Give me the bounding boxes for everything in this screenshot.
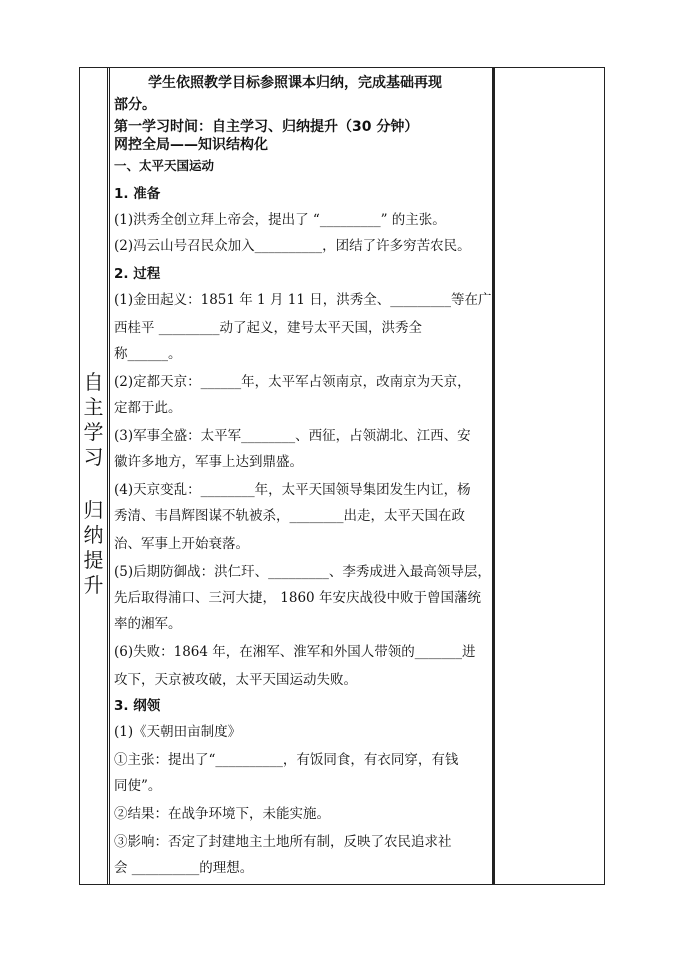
text-line: 先后取得浦口、三河大捷， 1860 年安庆战役中败于曾国藩统 xyxy=(114,590,481,606)
text-line: 称______。 xyxy=(114,346,182,362)
text-line: 西桂平 _________动了起义，建号太平天国，洪秀全 xyxy=(114,320,423,336)
text-line: (1)洪秀全创立拜上帝会，提出了 “_________” 的主张。 xyxy=(114,212,446,228)
text-line: 率的湘军。 xyxy=(114,616,182,632)
text-line: ②结果：在战争环境下，未能实施。 xyxy=(114,806,330,822)
side-label-char: 归 xyxy=(83,498,104,522)
subheading-process: 2. 过程 xyxy=(114,266,161,282)
text-line: (2)定都天京：______年，太平军占领南京，改南京为天京， xyxy=(114,374,471,390)
text-line: (1)《天朝田亩制度》 xyxy=(114,724,242,740)
period-heading: 第一学习时间：自主学习、归纳提升（30 分钟） xyxy=(114,119,419,135)
text-line: 徽许多地方，军事上达到鼎盛。 xyxy=(114,454,303,470)
intro-line-2: 部分。 xyxy=(114,97,156,113)
text-line: (6)失败：1864 年，在湘军、淮军和外国人带领的_______进 xyxy=(114,644,476,660)
text-line: 定都于此。 xyxy=(114,400,182,416)
text-line: ①主张：提出了“__________，有饭同食，有衣同穿，有钱 xyxy=(114,752,459,768)
text-line: (2)冯云山号召民众加入__________，团结了许多穷苦农民。 xyxy=(114,238,471,254)
side-label xyxy=(79,370,108,598)
text-line: 秀清、韦昌辉图谋不轨被杀，________出走，太平天国在政 xyxy=(114,508,465,524)
subheading-prep: 1. 准备 xyxy=(114,186,161,202)
side-label-char: 提 xyxy=(83,548,104,572)
intro-line-1: 学生依照教学目标参照课本归纳，完成基础再现 xyxy=(148,75,442,91)
side-label-char: 纳 xyxy=(83,523,104,547)
text-line: (3)军事全盛：太平军________、西征，占领湖北、江西、安 xyxy=(114,428,471,444)
text-line: 治、军事上开始衰落。 xyxy=(114,536,249,552)
side-label-char: 自 xyxy=(83,370,104,394)
side-label-char: 主 xyxy=(83,395,104,419)
side-label-char: 习 xyxy=(83,445,104,469)
text-line: 会 __________的理想。 xyxy=(114,860,254,876)
text-line: 同使”。 xyxy=(114,778,162,794)
section-heading: 一、太平天国运动 xyxy=(114,158,215,173)
side-label-char: 学 xyxy=(83,420,104,444)
notes-column xyxy=(493,67,605,885)
side-label-char: 升 xyxy=(83,573,104,597)
text-line: (5)后期防御战：洪仁玕、_________、李秀成进入最高领导层， xyxy=(114,564,491,580)
text-line: 攻下，天京被攻破，太平天国运动失败。 xyxy=(114,672,357,688)
text-line: (4)天京变乱：________年，太平天国领导集团发生内讧，杨 xyxy=(114,482,471,498)
column-divider-1 xyxy=(109,68,110,884)
subheading-program: 3. 纲领 xyxy=(114,698,161,714)
overview-heading: 网控全局——知识结构化 xyxy=(114,137,268,153)
text-line: (1)金田起义：1851 年 1 月 11 日，洪秀全、_________等在广 xyxy=(114,292,492,308)
text-line: ③影响：否定了封建地主土地所有制，反映了农民追求社 xyxy=(114,834,452,850)
